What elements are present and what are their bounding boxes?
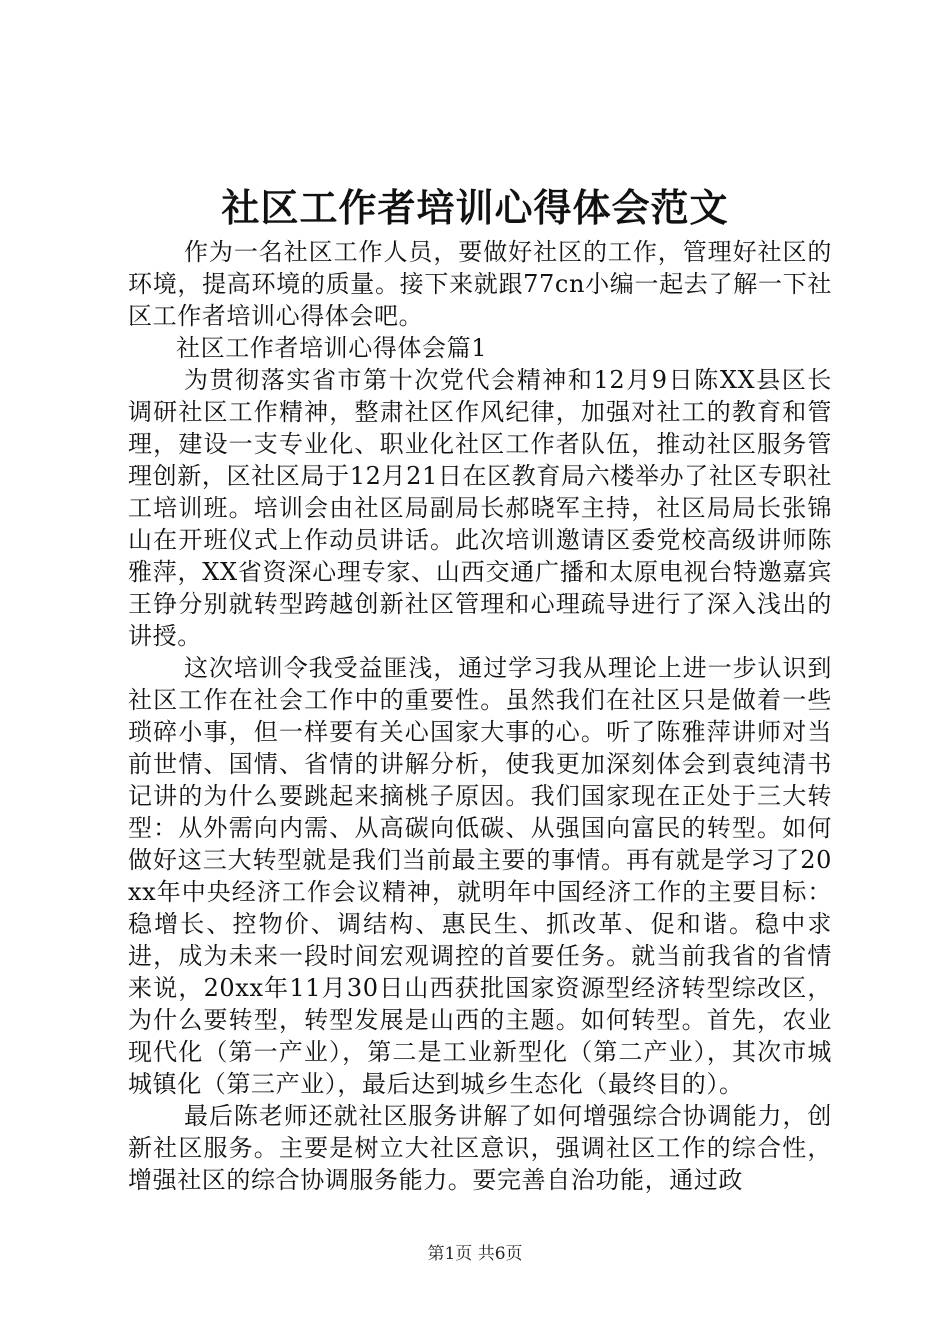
paragraph-community-service: 最后陈老师还就社区服务讲解了如何增强综合协调能力，创新社区服务。主要是树立大社区意识，强调社区工作的综合性，增强社区的综合协调服务能力。要完善自治功能，通过政 — [128, 1102, 832, 1194]
page-number-footer: 第1页 共6页 — [427, 1244, 523, 1264]
paragraph-training-overview: 为贯彻落实省市第十次党代会精神和12月9日陈XX县区长调研社区工作精神，整肃社区作风纪律，加强对社工的教育和管理，建设一支专业化、职业化社区工作者队伍，推动社区服务管理创新，区社区局于12月21日在区教育局六楼举办了社区专职社工培训班。培训会由社区局副局长郝晓军主持，社区局局长张锦山在开班仪式上作动员讲话。此次培训邀请区委党校高级讲师陈雅萍，XX省资深心理专家、山西交通广播和太原电视台特邀嘉宾王铮分别就转型跨越创新社区管理和心理疏导进行了深入浅出的讲授。 — [128, 366, 832, 650]
paragraph-learning-reflection: 这次培训令我受益匪浅，通过学习我从理论上进一步认识到社区工作在社会工作中的重要性。虽然我们在社区只是做着一些琐碎小事，但一样要有关心国家大事的心。听了陈雅萍讲师对当前世情、国情、省情的讲解分析，使我更加深刻体会到袁纯清书记讲的为什么要跳起来摘桃子原因。我们国家现在正处于三大转型：从外需向内需、从高碳向低碳、从强国向富民的转型。如何做好这三大转型就是我们当前最主要的事情。再有就是学习了20xx年中央经济工作会议精神，就明年中国经济工作的主要目标：稳增长、控物价、调结构、惠民生、抓改革、促和谐。稳中求进，成为未来一段时间宏观调控的首要任务。就当前我省的省情来说，20xx年11月30日山西获批国家资源型经济转型综改区，为什么要转型，转型发展是山西的主题。如何转型。首先，农业现代化（第一产业），第二是工业新型化（第二产业），其次市城城镇化（第三产业），最后达到城乡生态化（最终目的）。 — [128, 654, 832, 1098]
section-heading: 社区工作者培训心得体会篇1 — [176, 334, 488, 362]
document-title: 社区工作者培训心得体会范文 — [221, 185, 729, 230]
paragraph-intro: 作为一名社区工作人员，要做好社区的工作，管理好社区的环境，提高环境的质量。接下来就跟77cn小编一起去了解一下社区工作者培训心得体会吧。 — [128, 238, 832, 330]
document-body — [128, 236, 832, 1196]
